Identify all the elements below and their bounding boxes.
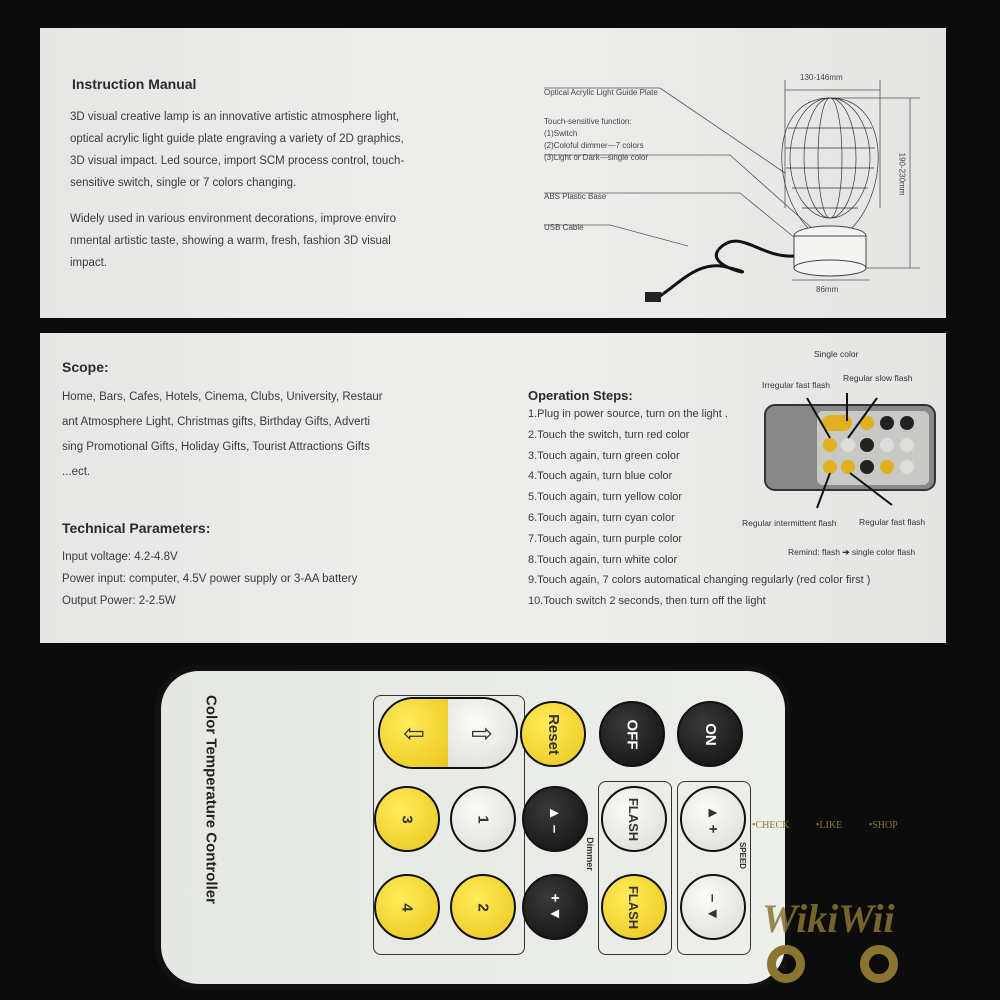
button-1[interactable]: 1: [450, 786, 516, 852]
touch-item: (2)Coloful dimmer—7 colors: [544, 141, 644, 150]
button-2[interactable]: 2: [450, 874, 516, 940]
dimmer-down-button[interactable]: + ▼: [522, 874, 588, 940]
step: 2.Touch the switch, turn red color: [528, 428, 690, 441]
button-3[interactable]: 3: [374, 786, 440, 852]
step: 1.Plug in power source, turn on the light .: [528, 408, 728, 420]
width-dim: 130-146mm: [800, 73, 843, 82]
step: 9.Touch again, 7 colors automatical changing regularly (red color first ): [528, 574, 871, 587]
step: 6.Touch again, turn cyan color: [528, 511, 675, 524]
watermark-logo: WikiWii: [762, 896, 895, 941]
base-width-dim: 86mm: [816, 285, 839, 294]
plate-label: Optical Acrylic Light Guide Plate: [544, 88, 658, 97]
lamp-diagram: [540, 68, 940, 318]
scope-title: Scope:: [62, 359, 109, 375]
scope-line: ...ect.: [62, 466, 91, 478]
flash-button-1[interactable]: FLASH: [601, 786, 667, 852]
remote-control: [155, 665, 791, 990]
remind-text: Remind: flash: [788, 547, 840, 557]
cable-label: USB Cable: [544, 223, 584, 232]
arrow-right-icon[interactable]: ⇨: [448, 699, 516, 767]
touch-title: Touch-sensitive function:: [544, 117, 632, 126]
speed-down-button[interactable]: – ▼: [680, 874, 746, 940]
label-fast-flash: Regular fast flash: [859, 517, 926, 527]
touch-item: (1)Switch: [544, 129, 578, 138]
speed-label: SPEED: [738, 841, 748, 870]
bulb-wireframe: [782, 98, 878, 228]
speed-up-button[interactable]: ▲ +: [680, 786, 746, 852]
on-button[interactable]: ON: [677, 701, 743, 767]
mini-remote-diagram: [762, 393, 942, 513]
remind-text-2: single color flash: [851, 547, 916, 557]
usb-cable: [660, 241, 794, 296]
flash-button-2[interactable]: FLASH: [601, 874, 667, 940]
instruction-manual-panel: [40, 28, 946, 318]
base-label: ABS Plastic Base: [544, 192, 607, 201]
button-4[interactable]: 4: [374, 874, 440, 940]
usage-line: impact.: [70, 257, 108, 269]
height-dim: 190-230mm: [897, 152, 907, 196]
step: 7.Touch again, turn purple color: [528, 532, 683, 545]
watermark-tags: •CHECK •LIKE •SHOP: [752, 820, 898, 831]
label-single-color: Single color: [814, 349, 859, 359]
lamp-base: [794, 226, 866, 276]
scope-line: ant Atmosphere Light, Christmas gifts, Birthday Gifts, Adverti: [62, 416, 371, 428]
label-slow-flash: Regular slow flash: [843, 373, 913, 383]
tech-title: Technical Parameters:: [62, 520, 211, 536]
arrow-left-icon[interactable]: ⇦: [380, 699, 448, 767]
tech-line: Input voltage: 4.2-4.8V: [62, 551, 178, 563]
scope-line: Home, Bars, Cafes, Hotels, Cinema, Clubs, University, Restaur: [62, 391, 383, 403]
step: 3.Touch again, turn green color: [528, 449, 680, 462]
intro-line: optical acrylic light guide plate engraving a variety of 2D graphics,: [70, 133, 404, 145]
off-button[interactable]: OFF: [599, 701, 665, 767]
tech-line: Power input: computer, 4.5V power supply or 3-AA battery: [62, 573, 358, 585]
step: 4.Touch again, turn blue color: [528, 470, 673, 483]
remote-side-label: Color Temperature Controller: [202, 695, 220, 904]
touch-item: (3)Light or Dark—single color: [544, 153, 649, 162]
dimmer-up-button[interactable]: ▲ –: [522, 786, 588, 852]
usage-line: Widely used in various environment decorations, improve enviro: [70, 213, 396, 225]
cart-wheel-icon: [767, 945, 805, 983]
label-intermittent-flash: Regular intermittent flash: [742, 518, 837, 528]
operation-title: Operation Steps:: [528, 388, 633, 403]
step: 5.Touch again, turn yellow color: [528, 491, 683, 504]
usage-line: nmental artistic taste, showing a warm, fresh, fashion 3D visual: [70, 235, 391, 247]
cart-wheel-icon: [860, 945, 898, 983]
dimmer-label: Dimmer: [584, 837, 595, 871]
direction-button[interactable]: [378, 697, 518, 769]
scope-line: sing Promotional Gifts, Holiday Gifts, Tourist Attractions Gifts: [62, 441, 370, 453]
usb-plug: [645, 292, 661, 302]
label-irregular-flash: Irregular fast flash: [762, 380, 831, 390]
remind-note: Remind: flash ➔ single color flash: [788, 547, 916, 557]
intro-line: sensitive switch, single or 7 colors changing.: [70, 177, 297, 189]
step: 10.Touch switch 2 seconds, then turn off the light: [528, 595, 766, 608]
scope-operation-panel: [40, 333, 946, 643]
tech-line: Output Power: 2-2.5W: [62, 595, 176, 607]
step: 8.Touch again, turn white color: [528, 553, 678, 566]
intro-line: 3D visual creative lamp is an innovative artistic atmosphere light,: [70, 111, 400, 123]
intro-line: 3D visual impact. Led source, import SCM process control, touch-: [70, 155, 405, 167]
reset-button[interactable]: Reset: [520, 701, 586, 767]
manual-title: Instruction Manual: [72, 76, 197, 92]
